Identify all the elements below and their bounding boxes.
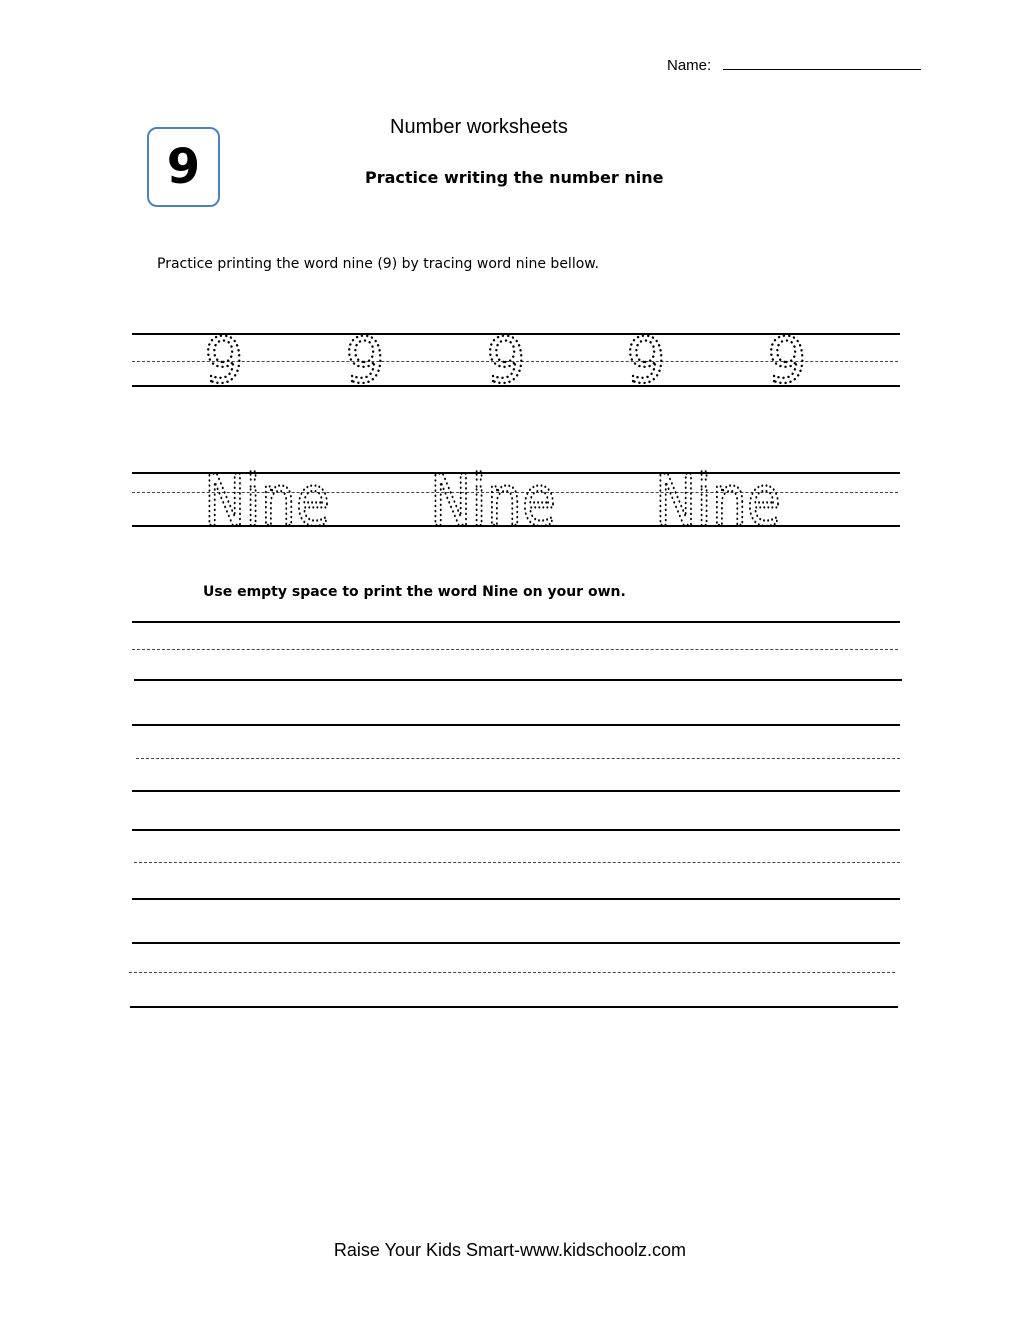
practice-row-4-base: [130, 1006, 898, 1008]
page-title: Number worksheets: [390, 116, 568, 138]
trace-word-1: Nine: [204, 460, 330, 542]
practice-row-3-top[interactable]: [132, 829, 900, 831]
number-badge: 9: [147, 127, 220, 207]
practice-row-3-base: [132, 898, 900, 900]
trace-word-2: Nine: [430, 460, 556, 542]
trace-instruction: Practice printing the word nine (9) by tracing word nine bellow.: [157, 256, 599, 272]
trace-word-3: Nine: [655, 460, 781, 542]
practice-instruction: Use empty space to print the word Nine on your own.: [203, 584, 626, 600]
practice-row-3-mid: [134, 862, 900, 863]
trace-digit-5: 9: [767, 324, 807, 397]
trace-digit-1: 9: [204, 324, 244, 397]
practice-row-1-mid: [132, 649, 898, 650]
practice-row-1-base: [134, 679, 902, 681]
practice-row-2-top[interactable]: [132, 724, 900, 726]
trace-digit-4: 9: [626, 324, 666, 397]
practice-row-2-mid: [136, 758, 900, 759]
practice-row-2-base: [132, 790, 900, 792]
page-subtitle: Practice writing the number nine: [365, 168, 664, 187]
practice-row-1-top[interactable]: [132, 621, 900, 623]
name-label: Name:: [667, 57, 712, 74]
trace-digit-2: 9: [345, 324, 385, 397]
footer-credit: Raise Your Kids Smart-www.kidschoolz.com: [333, 1240, 687, 1260]
practice-row-4-top[interactable]: [132, 942, 900, 944]
practice-row-4-mid: [129, 972, 895, 973]
trace-digit-3: 9: [486, 324, 526, 397]
